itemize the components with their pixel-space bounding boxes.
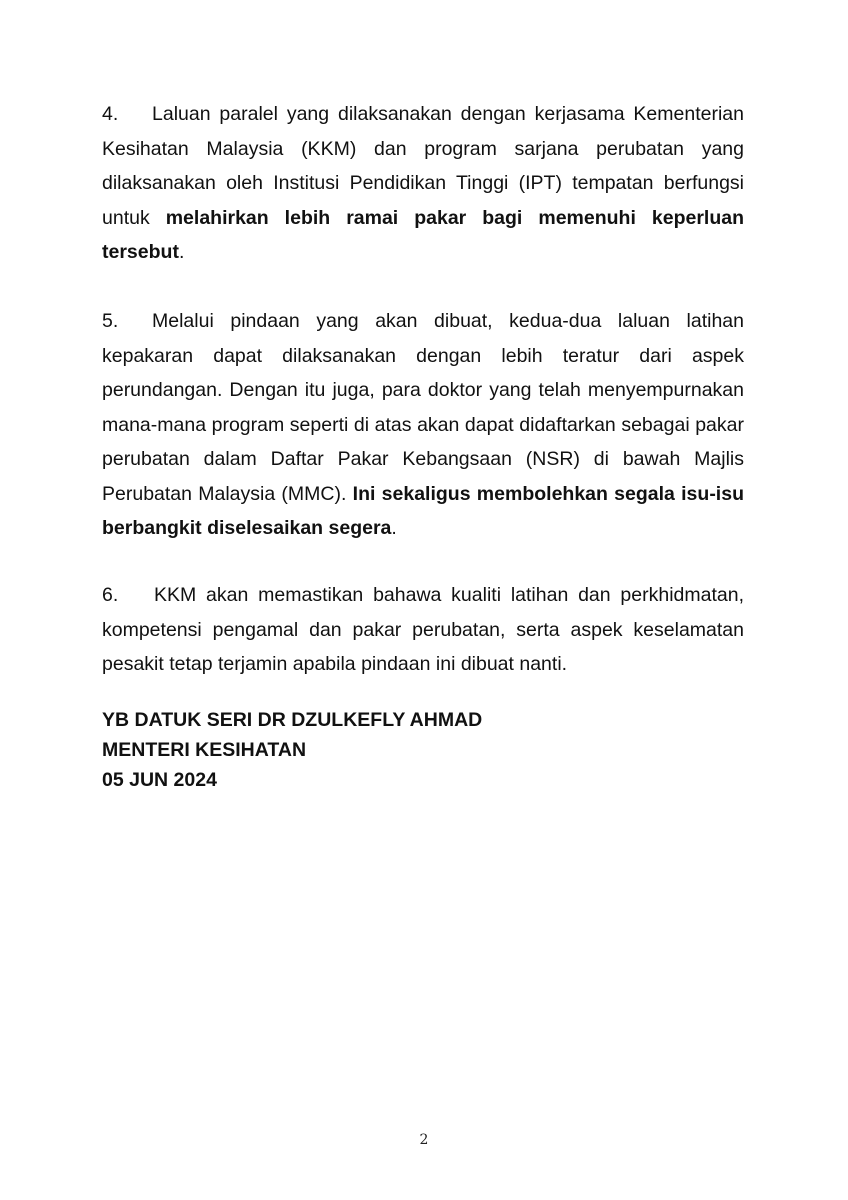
signature-block (102, 705, 482, 795)
paragraph-text-end: . (391, 517, 397, 539)
signatory-title: MENTERI KESIHATAN (102, 739, 307, 761)
paragraph-number: 6. (102, 584, 119, 606)
paragraph-number: 4. (102, 103, 119, 125)
signatory-name: YB DATUK SERI DR DZULKEFLY AHMAD (102, 709, 483, 731)
paragraph-text: Laluan paralel yang dilaksanakan dengan kerjasama Kementerian Kesihatan Malaysia (KKM) dan program sarjana perubatan yang dilaksanakan oleh Institusi Pendidikan Tinggi (IPT) tempatan berfungsi untuk (102, 103, 744, 229)
paragraph-5 (102, 304, 744, 546)
signature-date: 05 JUN 2024 (102, 769, 217, 791)
paragraph-number: 5. (102, 310, 119, 332)
paragraph-text: KKM akan memastikan bahawa kualiti latihan dan perkhidmatan, kompetensi pengamal dan pakar perubatan, serta aspek keselamatan pesakit tetap terjamin apabila pindaan ini dibuat nanti. (102, 584, 744, 675)
paragraph-bold-text: Ini sekaligus membolehkan segala isu-isu berbangkit diselesaikan segera (102, 482, 744, 539)
paragraph-bold-text: melahirkan lebih ramai pakar bagi memenuhi keperluan tersebut (102, 206, 744, 263)
paragraph-4 (102, 97, 744, 270)
paragraph-text-end: . (178, 241, 185, 263)
paragraph-text: Melalui pindaan yang akan dibuat, kedua-dua laluan latihan kepakaran dapat dilaksanakan dengan lebih teratur dari aspek perundangan. Dengan itu juga, para doktor yang telah menyempurnakan mana-mana program seperti di atas akan dapat didaftarkan sebagai pakar perubatan dalam Daftar Pakar Kebangsaan (NSR) di bawah Majlis Perubatan Malaysia (MMC). (102, 310, 744, 505)
page-number: 2 (419, 1132, 429, 1148)
paragraph-6 (102, 578, 744, 682)
